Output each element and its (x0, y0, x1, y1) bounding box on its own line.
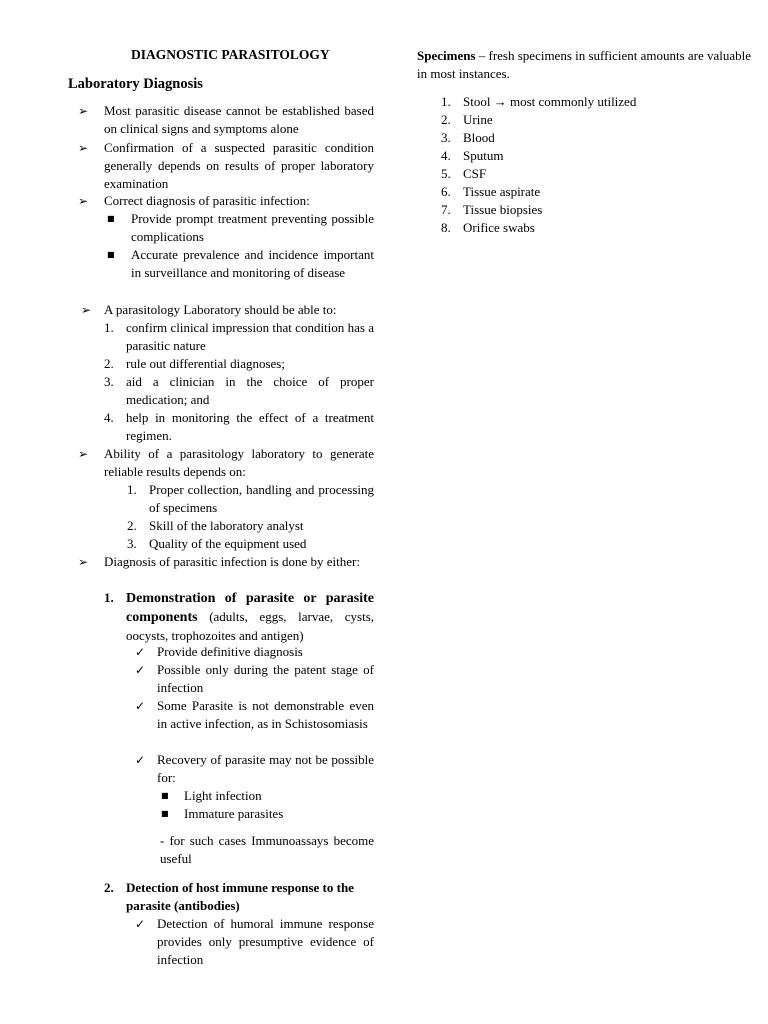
specimens-intro (417, 47, 757, 83)
square-bullet-icon: ■ (161, 791, 169, 800)
square-bullet-icon: ■ (161, 809, 169, 818)
arrowhead-bullet-icon: ➢ (78, 141, 89, 155)
note-text: - for such cases Immunoassays become useful (160, 833, 374, 866)
list-number: 2. (441, 112, 451, 127)
arrowhead-bullet-icon: ➢ (81, 303, 92, 317)
section-heading: Laboratory Diagnosis (68, 76, 203, 92)
list-item: Most parasitic disease cannot be established based on clinical signs and symptoms alone (104, 103, 374, 136)
list-item: A parasitology Laboratory should be able to: (104, 302, 337, 317)
list-number: 8. (441, 220, 451, 235)
arrowhead-bullet-icon: ➢ (78, 447, 89, 461)
list-item: Provide prompt treatment preventing possible complications (131, 211, 374, 244)
list-number: 3. (127, 536, 137, 551)
list-number: 2. (104, 880, 114, 895)
arrowhead-bullet-icon: ➢ (78, 194, 89, 208)
specimen-item: Orifice swabs (463, 220, 535, 235)
specimens-heading: Specimens (417, 48, 476, 63)
list-number: 4. (441, 148, 451, 163)
arrowhead-bullet-icon: ➢ (78, 104, 89, 118)
checkmark-icon: ✓ (135, 699, 146, 713)
list-item: Skill of the laboratory analyst (149, 518, 304, 533)
checkmark-icon: ✓ (135, 663, 146, 677)
list-number: 3. (441, 130, 451, 145)
list-item: Some Parasite is not demonstrable even in active infection, as in Schistosomiasis (157, 698, 374, 731)
list-number: 1. (104, 590, 114, 605)
list-number: 7. (441, 202, 451, 217)
list-item: Provide definitive diagnosis (157, 644, 303, 659)
list-number: 1. (127, 482, 137, 497)
document-title: DIAGNOSTIC PARASITOLOGY (131, 47, 330, 62)
method-title: Detection of host immune response to the parasite (antibodies) (126, 880, 354, 913)
specimens-description: – fresh specimens in sufficient amounts are valuable in most instances. (417, 48, 752, 81)
list-number: 5. (441, 166, 451, 181)
list-item: Ability of a parasitology laboratory to generate reliable results depends on: (104, 446, 374, 479)
method-title: Demonstration of parasite or parasite components (126, 591, 374, 625)
method-detail: (adults, eggs, larvae, cysts, oocysts, trophozoites and antigen) (126, 609, 375, 643)
list-number: 2. (127, 518, 137, 533)
list-number: 2. (104, 356, 114, 371)
checkmark-icon: ✓ (135, 753, 146, 767)
list-item: Detection of humoral immune response provides only presumptive evidence of infection (157, 916, 374, 967)
list-item (126, 589, 374, 645)
specimen-item: Blood (463, 130, 495, 145)
specimen-item: Sputum (463, 148, 504, 163)
specimen-item: Stool → most commonly utilized (463, 94, 637, 109)
list-number: 1. (104, 320, 114, 335)
list-item: Confirmation of a suspected parasitic condition generally depends on results of proper laboratory examination (104, 140, 374, 191)
list-item: Diagnosis of parasitic infection is done by either: (104, 554, 360, 569)
list-number: 3. (104, 374, 114, 389)
list-item: Recovery of parasite may not be possible for: (157, 752, 374, 785)
list-item: Quality of the equipment used (149, 536, 307, 551)
list-item: Accurate prevalence and incidence important in surveillance and monitoring of disease (131, 247, 374, 280)
list-number: 6. (441, 184, 451, 199)
list-number: 4. (104, 410, 114, 425)
checkmark-icon: ✓ (135, 917, 146, 931)
list-item: confirm clinical impression that condition has a parasitic nature (126, 320, 374, 353)
specimen-item: CSF (463, 166, 487, 181)
list-item: help in monitoring the effect of a treatment regimen. (126, 410, 374, 443)
list-item: Possible only during the patent stage of infection (157, 662, 374, 695)
square-bullet-icon: ■ (107, 214, 115, 223)
list-item: Light infection (184, 788, 262, 803)
list-item: rule out differential diagnoses; (126, 356, 285, 371)
list-item: Immature parasites (184, 806, 284, 821)
arrowhead-bullet-icon: ➢ (78, 555, 89, 569)
specimen-item: Urine (463, 112, 493, 127)
checkmark-icon: ✓ (135, 645, 146, 659)
list-number: 1. (441, 94, 451, 109)
square-bullet-icon: ■ (107, 250, 115, 259)
list-item: Correct diagnosis of parasitic infection: (104, 193, 310, 208)
list-item: aid a clinician in the choice of proper medication; and (126, 374, 374, 407)
specimen-item: Tissue biopsies (463, 202, 543, 217)
specimen-item: Tissue aspirate (463, 184, 541, 199)
list-item: Proper collection, handling and processing of specimens (149, 482, 374, 515)
